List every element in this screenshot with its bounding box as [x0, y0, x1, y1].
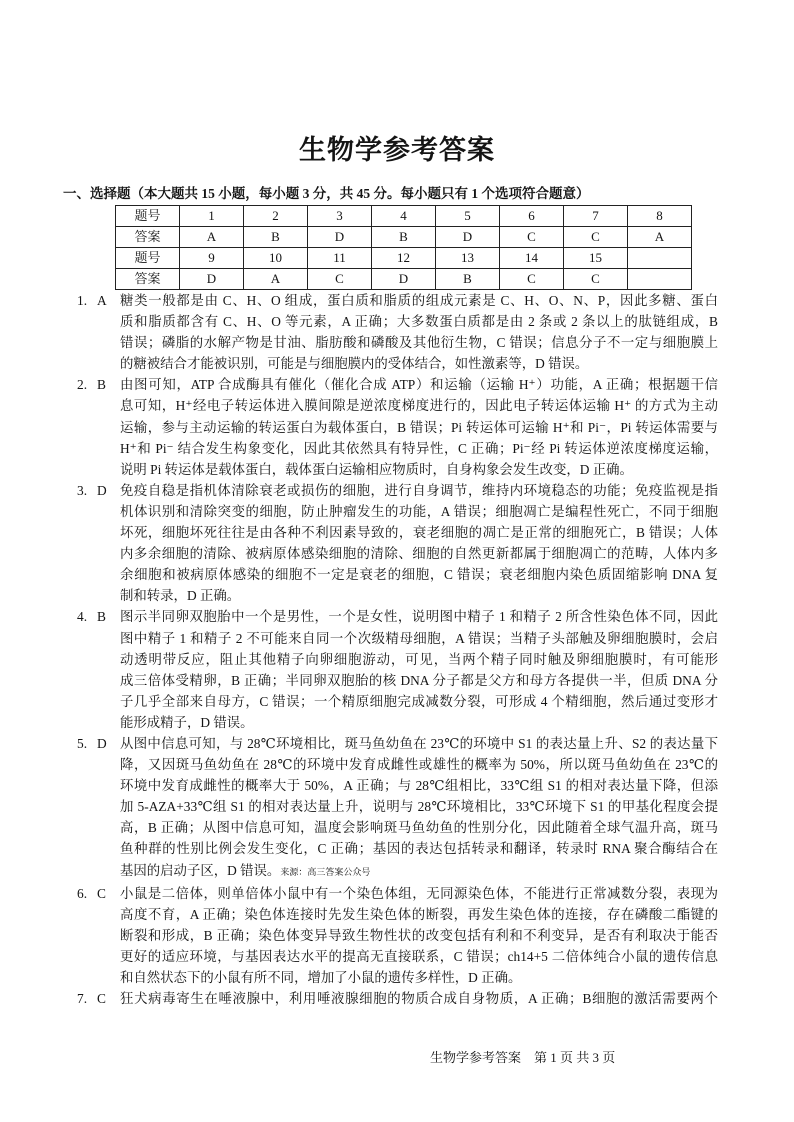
- explanation-line: 动透明带反应，阻止其他精子向卵细胞游动，可见，当两个精子同时触及卵细胞膜时，有可能形: [120, 651, 718, 667]
- table-cell: A: [244, 269, 308, 290]
- table-cell: 8: [628, 206, 692, 227]
- table-cell: 1: [180, 206, 244, 227]
- explanation-line: 余细胞和被病原体感染的细胞不一定是衰老的细胞，C 错误；衰老细胞内染色质固缩影响 DNA 复: [120, 567, 718, 583]
- table-cell: D: [180, 269, 244, 290]
- explanation-line: 质和脂质都含有 C、H、O 等元素，A 正确；大多数蛋白质都是由 2 条或 2 条以上的肽链组成，B: [120, 314, 718, 330]
- answer-table-row: [116, 269, 692, 290]
- table-cell: 4: [372, 206, 436, 227]
- explanation-line: 从图中信息可知，与 28℃环境相比，斑马鱼幼鱼在 23℃的环境中 S1 的表达量上升、S2 的表达量下: [120, 735, 718, 751]
- table-cell: C: [564, 269, 628, 290]
- table-cell: C: [564, 227, 628, 248]
- table-cell: A: [180, 227, 244, 248]
- page-footer: 生物学参考答案 第 1 页 共 3 页: [430, 1050, 616, 1065]
- explanation-4: [77, 606, 718, 733]
- explanation-text: [120, 290, 718, 374]
- explanation-line: 图中精子 1 和精子 2 不可能来自同一个次级精母细胞，A 错误；当精子头部触及卵细胞膜时，会启: [120, 630, 718, 646]
- explanation-line: 免疫自稳是指机体清除衰老或损伤的细胞，进行自身调节，维持内环境稳态的功能；免疫监视是指: [120, 482, 718, 498]
- explanation-text: [120, 883, 718, 988]
- explanation-line: 错误；磷脂的水解产物是甘油、脂肪酸和磷酸及其他衍生物，C 错误；信息分子不一定与细胞膜上: [120, 335, 718, 351]
- explanation-line-text: 基因的启动子区，D 错误。: [120, 862, 281, 878]
- table-cell: 3: [308, 206, 372, 227]
- question-number: 1.: [77, 293, 88, 308]
- explanation-line: 制和转录，D 正确。: [120, 588, 241, 604]
- explanation-line: 成三倍体受精卵，B 正确；半同卵双胞胎的核 DNA 分子都是父方和母方各提供一半，但质 DNA 分: [120, 672, 718, 688]
- explanation-text: [120, 606, 718, 733]
- explanation-line: 运输，参与主动运输的转运蛋白为载体蛋白，B 错误；Pi 转运体可运输 H⁺和 Pi⁻，Pi 转运体需要与: [120, 419, 718, 435]
- explanation-line: [120, 860, 718, 883]
- explanation-line: 狂犬病毒寄生在唾液腺中，利用唾液腺细胞的物质合成自身物质，A 正确；B细胞的激活需要两个: [120, 991, 718, 1007]
- explanation-line: 由图可知，ATP 合成酶具有催化（催化合成 ATP）和运输（运输 H⁺）功能，A 正确；根据题干信: [120, 377, 718, 393]
- table-cell: C: [500, 227, 564, 248]
- explanation-line: 的糖被结合才能被识别，可能是与细胞膜内的受体结合，如性激素等，D 错误。: [120, 356, 589, 372]
- explanation-line: 加 5-AZA+33℃组 S1 的相对表达量上升，说明与 28℃环境相比，33℃环境下 S1 的甲基化程度会提: [120, 799, 718, 815]
- table-row-label: 题号: [116, 248, 180, 269]
- explanation-line: 高，B 正确；从图中信息可知，温度会影响斑马鱼幼鱼的性别分化，因此随着全球气温升高，斑马: [120, 820, 718, 836]
- question-number: 5.: [77, 735, 88, 751]
- table-row-label: 题号: [116, 206, 180, 227]
- explanation-text: [120, 374, 718, 479]
- answer-letter: C: [97, 991, 106, 1007]
- table-cell: 7: [564, 206, 628, 227]
- table-cell: B: [372, 227, 436, 248]
- explanation-6: [77, 883, 718, 988]
- explanation-line: 内多余细胞的清除、被病原体感染细胞的清除、细胞的自然更新都属于细胞凋亡的范畴，人体内多: [120, 546, 718, 562]
- answer-table-row: [116, 248, 692, 269]
- explanation-line: 糖类一般都是由 C、H、O 组成，蛋白质和脂质的组成元素是 C、H、O、N、P，因此多糖、蛋白: [120, 293, 718, 308]
- table-cell: 13: [436, 248, 500, 269]
- explanation-line: 坏死，细胞坏死往往是由各种不利因素导致的，衰老细胞的凋亡是正常的细胞死亡，B 错误；人体: [120, 525, 718, 541]
- answer-letter: A: [97, 293, 107, 308]
- explanation-line: 高度不育，A 正确；染色体连接时先发生染色体的断裂，再发生染色体的连接，存在磷酸二酯键的: [120, 906, 718, 922]
- table-cell: 2: [244, 206, 308, 227]
- item-label: [77, 374, 120, 479]
- answer-letter: D: [97, 735, 107, 751]
- explanation-text: [120, 733, 718, 883]
- answer-letter: D: [97, 482, 107, 498]
- explanation-line: H⁺和 Pi⁻ 结合发生构象变化，因此其依然具有特异性，C 正确；Pi⁻经 Pi 转运体逆浓度梯度运输，: [120, 440, 718, 456]
- explanation-line: 子几乎全部来自母方，C 错误；一个精原细胞完成减数分裂，可形成 4 个精细胞，然后通过变形才: [120, 693, 718, 709]
- question-number: 6.: [77, 885, 88, 901]
- answer-table-row: [116, 227, 692, 248]
- explanation-line: 机体识别和清除突变的细胞，防止肿瘤发生的功能，A 错误；细胞凋亡是编程性死亡，不同于细胞: [120, 503, 718, 519]
- table-cell: 10: [244, 248, 308, 269]
- table-cell: D: [308, 227, 372, 248]
- explanation-text: [120, 480, 718, 607]
- explanation-1: [77, 290, 718, 374]
- explanation-line: 说明 Pi 转运体是载体蛋白，载体蛋白运输相应物质时，自身构象会发生改变，D 正确。: [120, 461, 633, 477]
- table-row-label: 答案: [116, 227, 180, 248]
- explanation-line: 能形成精子，D 错误。: [120, 714, 254, 730]
- table-cell: 14: [500, 248, 564, 269]
- explanation-line: 图示半同卵双胞胎中一个是男性，一个是女性，说明图中精子 1 和精子 2 所含性染色体不同，因此: [120, 609, 718, 625]
- table-cell: C: [308, 269, 372, 290]
- table-cell: 11: [308, 248, 372, 269]
- item-label: [77, 988, 120, 1009]
- table-cell: D: [372, 269, 436, 290]
- explanation-line: 降，又因斑马鱼幼鱼在 28℃的环境中发育成雌性或雄性的概率为 50%，所以斑马鱼幼鱼在 23℃的: [120, 757, 718, 773]
- explanation-list: [77, 290, 718, 1009]
- table-cell: 6: [500, 206, 564, 227]
- source-note: 来源：高三答案公众号: [280, 866, 371, 877]
- table-cell: [628, 269, 692, 290]
- table-row-label: 答案: [116, 269, 180, 290]
- answer-table-row: [116, 206, 692, 227]
- table-cell: D: [436, 227, 500, 248]
- explanation-line: 息可知，H⁺经电子转运体进入膜间隙是逆浓度梯度进行的，因此电子转运体运输 H⁺ 的方式为主动: [120, 398, 718, 414]
- item-label: [77, 883, 120, 988]
- question-number: 4.: [77, 609, 88, 625]
- explanation-text: [120, 988, 718, 1009]
- answer-table: [115, 205, 692, 290]
- explanation-3: [77, 480, 718, 607]
- answer-letter: B: [97, 609, 106, 625]
- item-label: [77, 606, 120, 733]
- item-label: [77, 733, 120, 883]
- explanation-5: [77, 733, 718, 883]
- explanation-line: 小鼠是二倍体，则单倍体小鼠中有一个染色体组，无同源染色体，不能进行正常减数分裂，表现为: [120, 885, 718, 901]
- explanation-2: [77, 374, 718, 479]
- table-cell: 15: [564, 248, 628, 269]
- table-cell: [628, 248, 692, 269]
- table-cell: 9: [180, 248, 244, 269]
- explanation-7: [77, 988, 718, 1009]
- explanation-line: 更好的适应环境，与基因表达水平的提高无直接联系，C 错误；ch14+5 二倍体纯合小鼠的遗传信息: [120, 948, 718, 964]
- item-label: [77, 480, 120, 607]
- section-heading: 一、选择题（本大题共 15 小题，每小题 3 分，共 45 分。每小题只有 1 个选项符合题意）: [63, 186, 590, 201]
- table-cell: B: [244, 227, 308, 248]
- explanation-line: 环境中发育成雌性的概率大于 50%，A 正确；与 28℃组相比，33℃组 S1 的相对表达量下降，但添: [120, 778, 718, 794]
- table-cell: C: [500, 269, 564, 290]
- explanation-line: 断裂和形成，B 正确；染色体变异导致生物性状的改变包括有利和不利变异，是否有利取决于能否: [120, 927, 718, 943]
- answer-letter: C: [97, 885, 106, 901]
- question-number: 2.: [77, 377, 88, 393]
- table-cell: B: [436, 269, 500, 290]
- question-number: 7.: [77, 991, 88, 1007]
- item-label: [77, 290, 120, 374]
- explanation-line: 和自然状态下的小鼠有所不同，增加了小鼠的遗传多样性，D 正确。: [120, 970, 522, 985]
- table-cell: 5: [436, 206, 500, 227]
- table-cell: A: [628, 227, 692, 248]
- question-number: 3.: [77, 482, 88, 498]
- explanation-line: 鱼种群的性别比例会发生变化，C 正确；基因的表达包括转录和翻译，转录时 RNA 聚合酶结合在: [120, 841, 718, 857]
- table-cell: 12: [372, 248, 436, 269]
- page-title: 生物学参考答案: [299, 135, 495, 165]
- answer-letter: B: [97, 377, 106, 393]
